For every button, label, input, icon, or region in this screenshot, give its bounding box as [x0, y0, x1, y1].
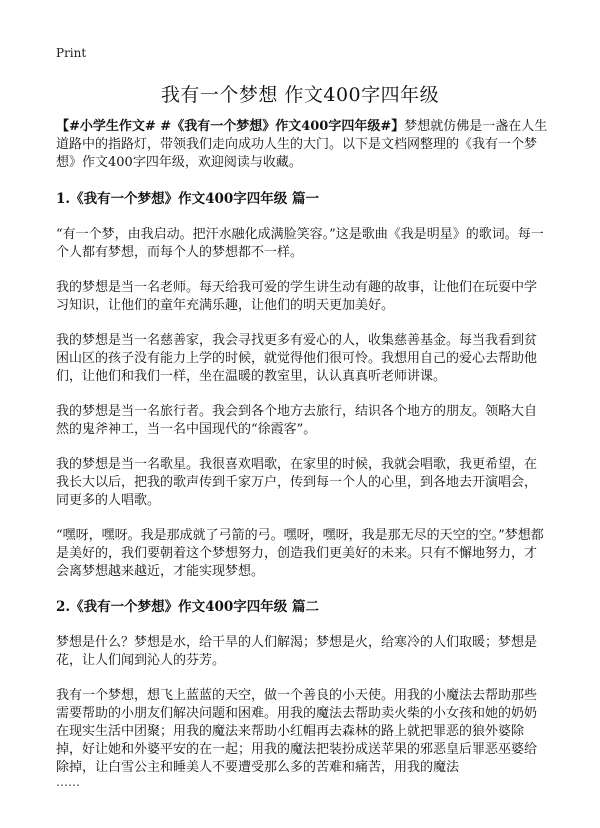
intro-text: 梦想就仿佛是一盏在人生道路中的指路灯，带领我们走向成功人生的大门。以下是文档网整理的《我有一个梦想》作文400字四年级，欢迎阅读与收藏。 — [56, 119, 548, 170]
continuation-ellipsis: …… — [56, 775, 80, 789]
intro-tag: 【#小学生作文# #《我有一个梦想》作文400字四年级#】 — [56, 119, 405, 134]
section-heading-1: 1.《我有一个梦想》作文400字四年级 篇一 — [56, 191, 319, 207]
section-1-paragraph: 我的梦想是当一名老师。每天给我可爱的学生讲生动有趣的故事，让他们在玩耍中学习知识，让他们的童年充满乐趣，让他们的明天更加美好。 — [56, 280, 538, 313]
print-label: Print — [56, 46, 87, 60]
section-1-paragraph: 我的梦想是当一名旅行者。我会到各个地方去旅行，结识各个地方的朋友。领略大自然的鬼斧神工，当一名中国现代的“徐霞客”。 — [56, 404, 538, 437]
intro-paragraph — [56, 118, 548, 172]
document-body — [56, 118, 548, 789]
document-title: 我有一个梦想 作文400字四年级 — [160, 84, 440, 106]
section-1-paragraph: 我的梦想是当一名慈善家，我会寻找更多有爱心的人，收集慈善基金。每当我看到贫困山区的孩子没有能力上学的时候，就觉得他们很可怜。我想用自己的爱心去帮助他们，让他们和我们一样，坐在温暖的教室里，认认真真听老师讲课。 — [56, 333, 538, 384]
section-2-paragraph: 我有一个梦想，想飞上蓝蓝的天空，做一个善良的小天使。用我的小魔法去帮助那些需要帮助的小朋友们解决问题和困难。用我的魔法去帮助卖火柴的小女孩和她的奶奶在现实生活中团聚；用我的魔法来帮助小红帽再去森林的路上就把罪恶的狼外婆除掉，好让她和外婆平安的在一起；用我的魔法把装扮成送苹果的邪恶皇后罪恶巫婆给除掉，让白雪公主和睡美人不要遭受那么多的苦难和痛苦，用我的魔法 — [56, 688, 538, 775]
section-heading-2: 2.《我有一个梦想》作文400字四年级 篇二 — [56, 599, 319, 615]
section-2-paragraph: 梦想是什么？梦想是水，给干旱的人们解渴；梦想是火，给寒冷的人们取暖；梦想是花，让人们闻到沁人的芬芳。 — [56, 635, 538, 668]
section-1-paragraph: “有一个梦，由我启动。把汗水融化成满脸笑容。”这是歌曲《我是明星》的歌词。每一个人都有梦想，而每个人的梦想都不一样。 — [56, 227, 544, 260]
section-1-paragraph: 我的梦想是当一名歌星。我很喜欢唱歌，在家里的时候，我就会唱歌，我更希望，在我长大以后，把我的歌声传到千家万户，传到每一个人的心里，到各地去开演唱会，同更多的人唱歌。 — [56, 457, 538, 508]
section-1-paragraph: “嘿呀，嘿呀。我是那成就了弓箭的弓。嘿呀，嘿呀，我是那无尽的天空的空。”梦想都是美好的，我们要朝着这个梦想努力，创造我们更美好的未来。只有不懈地努力，才会离梦想越来越近，才能实现梦想。 — [56, 528, 544, 579]
